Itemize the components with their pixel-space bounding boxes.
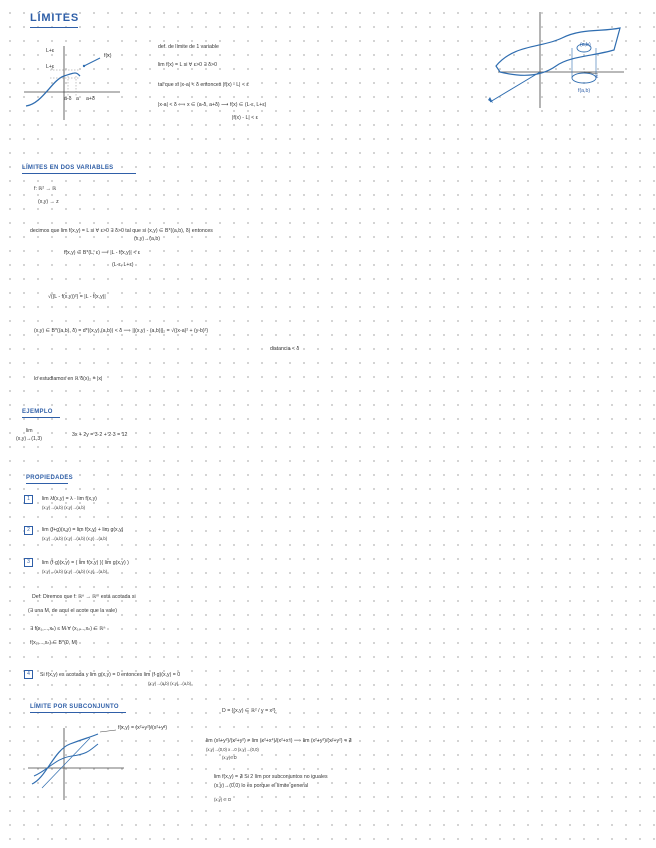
definition-line-1: Def: Diremos que f: ℝⁿ → ℝᵐ está acotada si: [32, 594, 136, 600]
subset-limit-graph: [24, 722, 134, 802]
section-heading-properties: PROPIEDADES: [26, 475, 73, 481]
s2-line-6: (L-ε, L+ε): [112, 262, 134, 268]
s5-line-1: D = {(x,y) ∈ ℝ² / y = x²}: [222, 708, 276, 714]
s5-line-7: (x,y) ∈ D: [214, 797, 232, 802]
s1-line-5: |f(x) - L| < ε: [232, 115, 258, 121]
section-heading-two-variables: LÍMITES EN DOS VARIABLES: [22, 165, 114, 171]
s2-line-4: (x,y)→(a,b): [134, 236, 160, 242]
property-number-4: 4: [24, 670, 33, 679]
s2-line-8: (x,y) ∈ B*((a,b), δ) = d*((x,y),(a,b)) < δ ⟹ ||(x,y) - (a,b)||₂ = √((x-a)² + (y-b)²): [34, 328, 209, 334]
property-4-sub: (x,y)→(a,b) (x,y)→(a,b): [148, 681, 192, 686]
surface-label-value: f(a,b): [578, 88, 591, 94]
graph-label-lower: L+ε: [46, 64, 55, 70]
property-4-text: Si f(x,y) es acotada y lim g(x,y) = 0 entonces lim (f·g)(x,y) = 0: [40, 672, 181, 678]
title-underline: [30, 27, 78, 28]
graph-label-a-plus: a+δ: [86, 96, 95, 102]
heading-underline: [26, 483, 68, 484]
section-heading-example: EJEMPLO: [22, 409, 53, 415]
property-number-2: 2: [24, 526, 33, 535]
property-1-sub: (x,y)→(a,b) (x,y)→(a,b): [42, 505, 86, 510]
surface-label-point: (a,b): [580, 42, 591, 48]
s5-line-3: (x,y)→(0,0) x→0 (x,y)→(0,0): [206, 747, 259, 752]
s2-line-3: decimos que lim f(x,y) = L si ∀ ε>0 ∃ δ>0 tal que si (x,y) ∈ B*((a,b), δ) entonces: [30, 228, 213, 234]
property-1-text: lim λf(x,y) = λ · lim f(x,y): [42, 496, 97, 502]
s1-line-1: def. de límite de 1 variable: [158, 44, 219, 50]
graph-label-upper: L+ε: [46, 48, 55, 54]
s5-line-5: lim f(x,y) = ∄ Si 2 lím por subconjuntos no iguales: [214, 774, 328, 780]
s2-line-7: √((L - f(x,y))²) = |L - f(x,y)|: [48, 294, 106, 300]
s5-line-6: (x,y)→(0,0) lo es porque el límite general: [214, 783, 308, 789]
property-3-text: lim (f·g)(x,y) = ( lim f(x,y) )( lim g(x,y) ): [42, 560, 129, 566]
s1-line-2: lim f(x) = L si ∀ ε>0 ∃ δ>0: [158, 62, 217, 68]
graph-label-a: a: [76, 96, 79, 102]
property-number-3: 3: [24, 558, 33, 567]
section-heading-subset-limit: LÍMITE POR SUBCONJUNTO: [30, 704, 119, 710]
s2-line-9: distancia < δ: [270, 346, 300, 352]
heading-underline: [22, 417, 60, 418]
s5-line-2: lim (x²+y²)/(x²+y²) = lim (x²+x⁴)/(x²+x⁴) ⟹ lim (x²+y²)/(x²+y²) = ∄: [206, 738, 352, 744]
property-3-sub: (x,y)→(a,b) (x,y)→(a,b) (x,y)→(a,b): [42, 569, 108, 574]
heading-underline: [22, 173, 136, 174]
graph-label-fx: f(x): [104, 53, 112, 59]
example-result: 3x + 2y = 3·2 + 2·3 = 12: [72, 432, 128, 438]
definition-line-4: f(x₁,...,xₙ) ∈ B*(0, M): [30, 640, 78, 646]
one-variable-limit-graph: [20, 42, 130, 122]
subset-graph-label: f(x,y) = (x²+y²)/(x²+y²): [118, 725, 168, 731]
s2-line-10: lo estudiamos en ℝ δ(x)₂ = |x|: [34, 376, 103, 382]
definition-line-3: ∃ f(x₁,...,xₙ) ≤ M ∀ (x₁,...,xₙ) ∈ ℝⁿ: [30, 626, 106, 632]
s1-line-3: tal que si |x-a| < δ entonces |f(x) - L| < ε: [158, 82, 249, 88]
property-number-1: 1: [24, 495, 33, 504]
heading-underline: [30, 712, 126, 713]
example-lim: lim: [26, 428, 33, 434]
s2-line-5: f(x,y) ∈ B*(L, ε) ⟹ |L - f(x,y)| < ε: [64, 250, 141, 256]
property-2-text: lim (f+g)(x,y) = lim f(x,y) + lim g(x,y): [42, 527, 124, 533]
definition-line-2: (∃ una M, de aquí el acote que la vale): [28, 608, 117, 614]
s2-line-1: f: ℝ² → ℝ: [34, 186, 57, 192]
surface-sketch: [484, 8, 634, 113]
page-title: LÍMITES: [30, 12, 79, 24]
s5-line-4: (x,y)∈D: [222, 755, 237, 760]
s1-line-4: |x-a| < δ ⟺ x ∈ (a-δ, a+δ) ⟶ f(x) ∈ (L-ε, L+ε): [158, 102, 267, 108]
property-2-sub: (x,y)→(a,b) (x,y)→(a,b) (x,y)→(a,b): [42, 536, 108, 541]
example-lim-sub: (x,y)→(1,3): [16, 436, 42, 442]
s2-line-2: (x,y) → z: [38, 199, 59, 205]
graph-label-a-minus: a-δ: [64, 96, 72, 102]
surface-label-epsilon: ε: [596, 74, 599, 80]
